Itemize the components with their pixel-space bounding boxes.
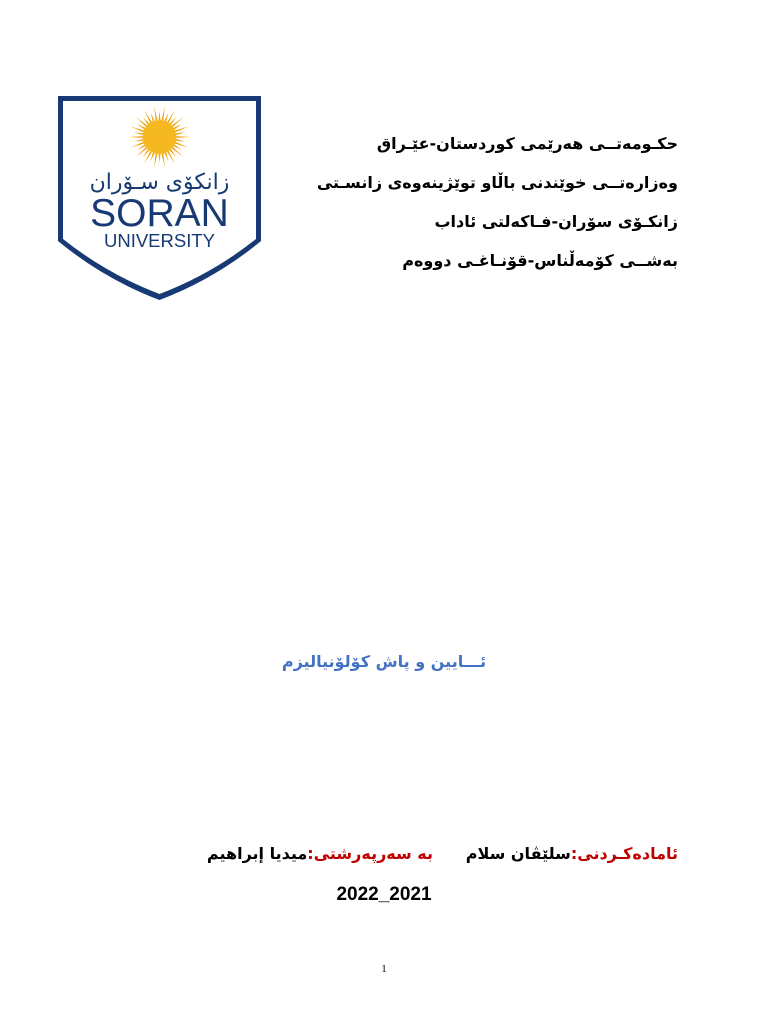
logo-kurdish-name: زانکۆی سـۆران: [89, 170, 230, 195]
prepared-by-label: ئامادەکـردنی:: [570, 844, 678, 863]
supervisor: [207, 844, 433, 864]
supervisor-name: میدیا إبراهیم: [206, 844, 308, 863]
header-faculty: زانکـۆی سۆران-فـاکەلتی ئاداب: [434, 212, 678, 231]
page-number: 1: [381, 963, 387, 975]
header-ministry: وەزارەتــی خوێندنی باڵاو توێژینەوەی زانسـتی: [316, 173, 678, 192]
university-logo: [55, 93, 264, 303]
logo-name-soran: SORAN: [90, 192, 229, 235]
header-government: حکـومەتــی هەرێمی کوردستان-عێـراق: [376, 134, 678, 153]
header-lines: [316, 134, 678, 290]
supervisor-label: بە سەرپەرشتی:: [307, 844, 433, 863]
header-department: بەشــی کۆمەڵناس-قۆنـاغـی دووەم: [402, 251, 678, 270]
document-title: ئـــایین و پاش کۆلۆنیالیزم: [281, 652, 487, 671]
prepared-by: [466, 844, 678, 864]
logo-name-university: UNIVERSITY: [103, 230, 216, 251]
sun-core: [143, 120, 177, 154]
academic-year: 2022_2021: [336, 884, 432, 905]
prepared-by-name: سلێڤان سلام: [465, 844, 571, 863]
